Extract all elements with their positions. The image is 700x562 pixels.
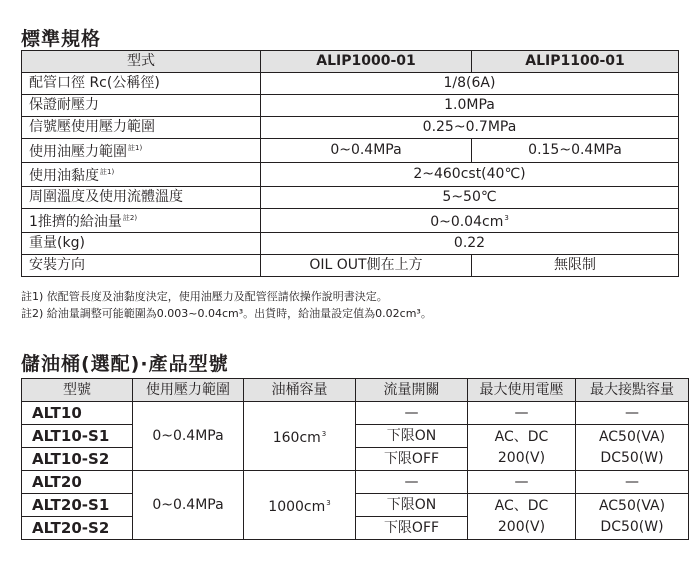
row-value: 2~460cst(40℃) <box>261 163 679 187</box>
voltage-line: 200(V) <box>497 518 546 535</box>
row-value: 0.25~0.7MPa <box>261 117 679 139</box>
dash-cell: — <box>576 471 689 494</box>
row-label: 信號壓使用壓力範圍 <box>22 117 261 139</box>
row-label: 周圍溫度及使用流體溫度 <box>22 187 261 209</box>
switch-cell: 下限OFF <box>356 517 468 540</box>
row-value: OIL OUT側在上方 <box>261 255 472 277</box>
footnote-1: 註1) 依配管長度及油黏度決定，使用油壓力及配管徑請依操作說明書決定。 <box>21 290 388 303</box>
model-cell: ALT10-S1 <box>22 425 133 448</box>
header-capacity: 油桶容量 <box>244 379 356 402</box>
row-value: 1.0MPa <box>261 95 679 117</box>
row-label: 重量(kg) <box>22 233 261 255</box>
capacity-cell <box>244 471 356 540</box>
table-row <box>22 73 679 95</box>
dash-cell: — <box>468 471 576 494</box>
row-label: 保證耐壓力 <box>22 95 261 117</box>
capacity-cell <box>244 402 356 471</box>
voltage-line: AC、DC <box>494 497 549 514</box>
table-row <box>22 379 689 402</box>
capacity-value: 160cm <box>272 429 321 446</box>
table-row <box>22 402 689 425</box>
row-label-cell <box>22 163 261 187</box>
row-value: 0~0.4MPa <box>261 139 472 163</box>
voltage-line: AC、DC <box>494 428 549 445</box>
unit-exponent: 3 <box>326 498 331 507</box>
table-row <box>22 117 679 139</box>
row-label-cell <box>22 209 261 233</box>
note-ref: 註2) <box>122 214 138 222</box>
model-cell: ALT10-S2 <box>22 448 133 471</box>
header-alip1000: ALIP1000-01 <box>261 51 472 73</box>
model-cell: ALT10 <box>22 402 133 425</box>
row-value: 5~50℃ <box>261 187 679 209</box>
model-cell: ALT20-S1 <box>22 494 133 517</box>
row-value: 0.15~0.4MPa <box>472 139 679 163</box>
voltage-line: 200(V) <box>497 449 546 466</box>
table-row <box>22 187 679 209</box>
table-row <box>22 255 679 277</box>
header-alip1100: ALIP1100-01 <box>472 51 679 73</box>
row-value: 無限制 <box>472 255 679 277</box>
table-row <box>22 471 689 494</box>
model-cell: ALT20-S2 <box>22 517 133 540</box>
note-ref: 註1) <box>128 144 143 152</box>
dash-cell: — <box>356 471 468 494</box>
contact-line: DC50(W) <box>600 518 664 535</box>
footnotes <box>21 288 432 322</box>
table-row <box>22 494 689 517</box>
row-label: 使用油黏度 <box>29 168 99 184</box>
table-row <box>22 51 679 73</box>
switch-cell: 下限ON <box>356 425 468 448</box>
footnote-2: 註2) 給油量調整可能範圍為0.003~0.04cm³。出貨時，給油量設定值為0.02cm³。 <box>21 307 432 320</box>
pressure-cell: 0~0.4MPa <box>133 471 244 540</box>
row-value: 1/8(6A) <box>261 73 679 95</box>
table-row <box>22 139 679 163</box>
table-row <box>22 163 679 187</box>
header-contact: 最大接點容量 <box>576 379 689 402</box>
voltage-cell <box>468 494 576 540</box>
note-ref: 註1) <box>100 168 115 176</box>
spec-title: 標準規格 <box>21 28 102 50</box>
contact-line: AC50(VA) <box>598 428 666 445</box>
switch-cell: 下限ON <box>356 494 468 517</box>
dash-cell: — <box>356 402 468 425</box>
contact-line: AC50(VA) <box>598 497 666 514</box>
oil-table <box>21 378 689 540</box>
table-row <box>22 425 689 448</box>
table-row <box>22 233 679 255</box>
row-label: 使用油壓力範圍 <box>29 144 127 160</box>
capacity-value: 1000cm <box>268 498 326 515</box>
oil-title: 儲油桶(選配)·產品型號 <box>21 353 229 375</box>
row-label-cell <box>22 139 261 163</box>
spec-table <box>21 50 679 277</box>
dash-cell: — <box>576 402 689 425</box>
row-label: 1推擠的給油量 <box>29 214 122 230</box>
contact-line: DC50(W) <box>600 449 664 466</box>
header-model: 型號 <box>22 379 133 402</box>
unit-exponent: 3 <box>321 429 327 438</box>
contact-cell <box>576 494 689 540</box>
row-label: 配管口徑 Rc(公稱徑) <box>22 73 261 95</box>
row-value: 0~0.04cm <box>430 214 504 230</box>
row-label: 安裝方向 <box>22 255 261 277</box>
header-switch: 流量開關 <box>356 379 468 402</box>
header-voltage: 最大使用電壓 <box>468 379 576 402</box>
voltage-cell <box>468 425 576 471</box>
header-model: 型式 <box>22 51 261 73</box>
row-value-cell <box>261 209 679 233</box>
dash-cell: — <box>468 402 576 425</box>
contact-cell <box>576 425 689 471</box>
table-row <box>22 209 679 233</box>
header-pressure: 使用壓力範圍 <box>133 379 244 402</box>
pressure-cell: 0~0.4MPa <box>133 402 244 471</box>
table-row <box>22 95 679 117</box>
unit-exponent: 3 <box>504 214 509 222</box>
switch-cell: 下限OFF <box>356 448 468 471</box>
model-cell: ALT20 <box>22 471 133 494</box>
row-value: 0.22 <box>261 233 679 255</box>
